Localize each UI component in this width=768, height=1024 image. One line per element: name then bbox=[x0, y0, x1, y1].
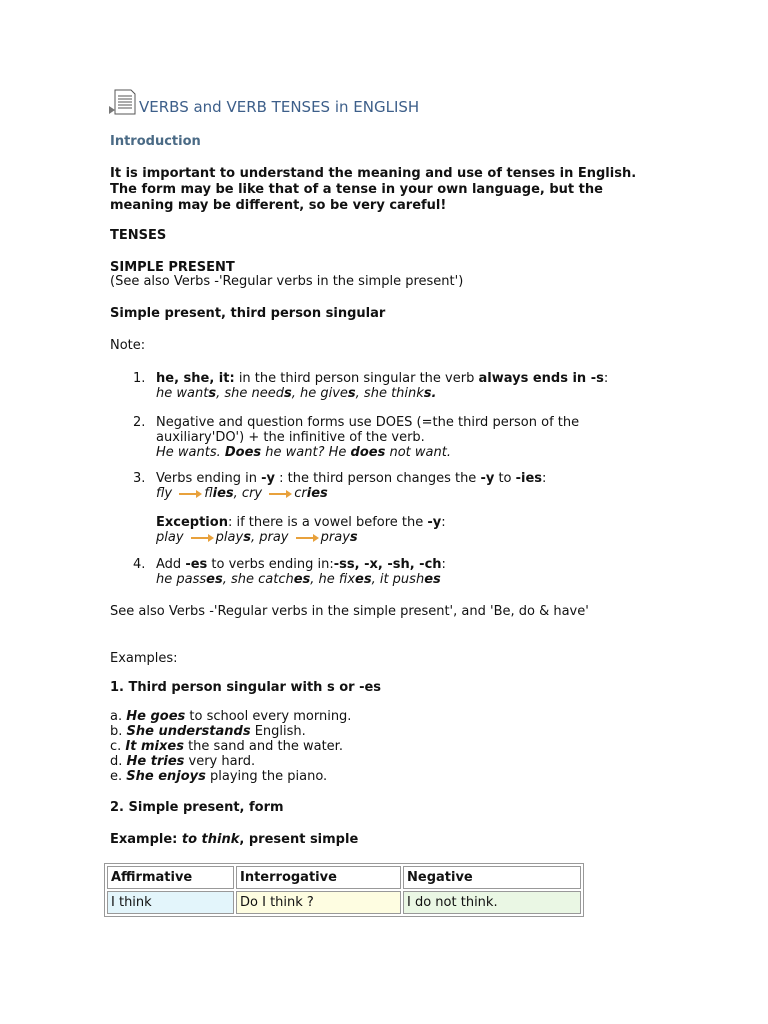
note-text: -ies bbox=[515, 471, 543, 486]
exception-label: Exception bbox=[156, 515, 228, 530]
item-letter: c. bbox=[110, 739, 126, 754]
list-item bbox=[110, 739, 351, 754]
title-row bbox=[107, 88, 419, 116]
example-text: pray bbox=[320, 530, 350, 545]
example-suffix: ies bbox=[306, 486, 328, 501]
item-subject: She understands bbox=[126, 724, 251, 739]
table-cell-negative: I do not think. bbox=[403, 891, 581, 914]
note-text: : bbox=[603, 371, 609, 386]
example-suffix: es bbox=[206, 572, 223, 587]
example-text: , she catch bbox=[222, 572, 294, 587]
list-item bbox=[110, 769, 351, 784]
example-suffix: s bbox=[347, 386, 356, 401]
note-example bbox=[156, 486, 546, 501]
example-suffix: es bbox=[355, 572, 372, 587]
example-suffix: s bbox=[283, 386, 292, 401]
example-suffix: es bbox=[293, 572, 311, 587]
example-text: fly bbox=[156, 486, 173, 501]
example-suffix: s bbox=[243, 530, 251, 545]
example-text: not want. bbox=[385, 445, 451, 460]
list-item bbox=[110, 724, 351, 739]
note-item-4 bbox=[133, 557, 446, 587]
note-number: 4. bbox=[133, 557, 146, 572]
item-subject: He tries bbox=[126, 754, 185, 769]
note-text: to verbs ending in: bbox=[207, 557, 334, 572]
item-text: very hard. bbox=[184, 754, 256, 769]
item-subject: She enjoys bbox=[126, 769, 206, 784]
note-example bbox=[156, 445, 579, 460]
arrow-right-icon bbox=[268, 490, 292, 498]
page-title: VERBS and VERB TENSES in ENGLISH bbox=[139, 98, 420, 116]
example-2-verb: to think bbox=[181, 832, 240, 847]
note-text: : bbox=[542, 471, 547, 486]
example-suffix: s. bbox=[423, 386, 437, 401]
table-header: Interrogative bbox=[236, 866, 401, 889]
example-text: , he fix bbox=[310, 572, 356, 587]
see-also-line: See also Verbs -'Regular verbs in the simple present', and 'Be, do & have' bbox=[110, 604, 589, 619]
intro-paragraph bbox=[110, 166, 636, 214]
document-icon bbox=[107, 88, 137, 116]
table-row bbox=[107, 891, 581, 914]
item-text: playing the piano. bbox=[205, 769, 328, 784]
note-text: Verbs ending in bbox=[156, 471, 262, 486]
item-subject: It mixes bbox=[125, 739, 184, 754]
item-subject: He goes bbox=[126, 709, 186, 724]
note-text: : bbox=[441, 515, 446, 530]
item-text: English. bbox=[250, 724, 306, 739]
intro-heading: Introduction bbox=[110, 134, 201, 149]
note-text: -y bbox=[261, 471, 275, 486]
item-text: the sand and the water. bbox=[183, 739, 343, 754]
simple-present-heading: SIMPLE PRESENT bbox=[110, 260, 235, 275]
tenses-heading: TENSES bbox=[110, 228, 167, 243]
arrow-right-icon bbox=[295, 534, 319, 542]
note-number: 3. bbox=[133, 471, 146, 486]
item-text: to school every morning. bbox=[185, 709, 352, 724]
example-2-text: Example: bbox=[110, 832, 182, 847]
example-text: he pass bbox=[156, 572, 207, 587]
example-suffix: s bbox=[349, 530, 358, 545]
examples-label: Examples: bbox=[110, 651, 178, 666]
note-text: : if there is a vowel before the bbox=[227, 515, 428, 530]
note-text: -es bbox=[185, 557, 208, 572]
example-text: play bbox=[215, 530, 244, 545]
intro-line: It is important to understand the meaning and use of tenses in English. bbox=[110, 166, 637, 181]
note-text: -y bbox=[480, 471, 495, 486]
note-example bbox=[156, 530, 546, 545]
note-number: 1. bbox=[133, 371, 146, 386]
example-text: play bbox=[156, 530, 184, 545]
note-text: in the third person singular the verb bbox=[234, 371, 479, 386]
note-example bbox=[156, 572, 446, 587]
example-text: , pray bbox=[250, 530, 289, 545]
example-text: he want bbox=[156, 386, 209, 401]
note-text: always ends in -s bbox=[478, 371, 604, 386]
table-cell-affirmative: I think bbox=[107, 891, 234, 914]
table-header-row bbox=[107, 866, 581, 889]
note-label: Note: bbox=[110, 338, 146, 353]
item-letter: e. bbox=[110, 769, 127, 784]
example-text: he want? He bbox=[261, 445, 351, 460]
note-text: -y bbox=[427, 515, 442, 530]
tense-table bbox=[104, 863, 584, 917]
example-text: cr bbox=[294, 486, 307, 501]
example-text: fl bbox=[204, 486, 213, 501]
note-text: -ss, -x, -sh, -ch bbox=[333, 557, 442, 572]
arrow-right-icon bbox=[190, 534, 214, 542]
example-1-heading: 1. Third person singular with s or -es bbox=[110, 680, 382, 695]
example-emphasis: Does bbox=[224, 445, 262, 460]
note-text: he, she, it: bbox=[156, 371, 235, 386]
note-item-1 bbox=[133, 371, 609, 401]
note-item-3 bbox=[133, 471, 547, 545]
note-example bbox=[156, 386, 608, 401]
table-cell-interrogative: Do I think ? bbox=[236, 891, 401, 914]
example-2-text: , present simple bbox=[239, 832, 359, 847]
third-person-heading: Simple present, third person singular bbox=[110, 306, 386, 321]
note-text: : bbox=[441, 557, 446, 572]
table-header: Negative bbox=[403, 866, 581, 889]
item-letter: b. bbox=[110, 724, 127, 739]
example-text: , he give bbox=[291, 386, 348, 401]
item-letter: a. bbox=[110, 709, 127, 724]
note-text: : the third person changes the bbox=[274, 471, 481, 486]
intro-line: meaning may be different, so be very careful! bbox=[110, 198, 447, 213]
example-text: He wants. bbox=[156, 445, 225, 460]
example-text: , she need bbox=[216, 386, 284, 401]
list-item bbox=[110, 709, 351, 724]
arrow-right-icon bbox=[178, 490, 202, 498]
table-header: Affirmative bbox=[107, 866, 234, 889]
intro-line: The form may be like that of a tense in your own language, but the bbox=[110, 182, 603, 197]
note-text: Negative and question forms use DOES (=the third person of the bbox=[156, 415, 580, 430]
example-text: , it push bbox=[371, 572, 425, 587]
note-text: Add bbox=[156, 557, 186, 572]
note-item-2 bbox=[133, 415, 580, 460]
example-2-line bbox=[110, 832, 358, 847]
example-1-list bbox=[110, 709, 351, 784]
example-2-heading: 2. Simple present, form bbox=[110, 800, 284, 815]
note-text: auxiliary'DO') + the infinitive of the verb. bbox=[156, 430, 425, 445]
example-suffix: es bbox=[424, 572, 441, 587]
example-emphasis: does bbox=[350, 445, 386, 460]
example-text: , cry bbox=[233, 486, 263, 501]
item-letter: d. bbox=[110, 754, 127, 769]
example-text: , she think bbox=[355, 386, 424, 401]
note-number: 2. bbox=[133, 415, 146, 430]
example-suffix: s bbox=[208, 386, 217, 401]
example-suffix: ies bbox=[212, 486, 234, 501]
note-text: to bbox=[494, 471, 516, 486]
list-item bbox=[110, 754, 351, 769]
simple-present-see-also: (See also Verbs -'Regular verbs in the simple present') bbox=[110, 274, 464, 289]
